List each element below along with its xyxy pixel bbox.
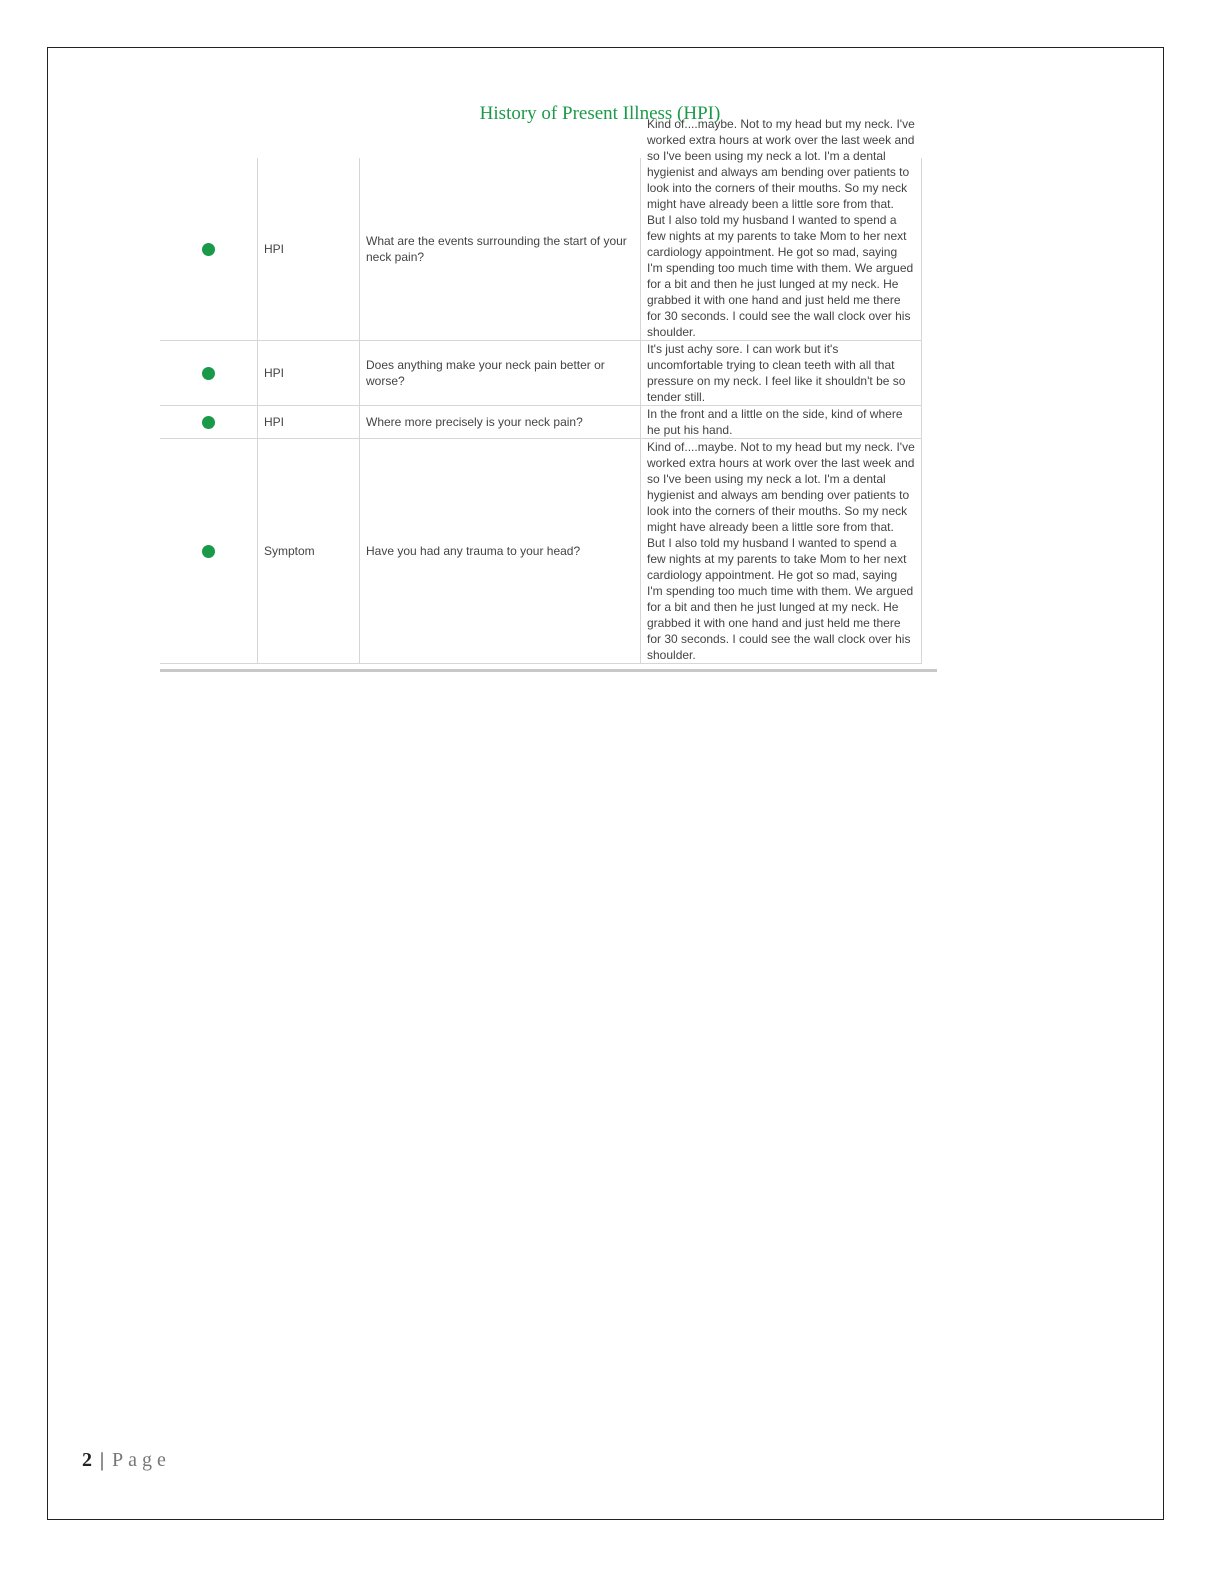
page-footer: [82, 1449, 171, 1472]
answer-cell: [641, 341, 922, 406]
type-cell: Symptom: [258, 439, 360, 664]
footer-separator: |: [100, 1449, 105, 1471]
hpi-table: [160, 117, 922, 664]
type-cell: HPI: [258, 406, 360, 439]
table-row: [160, 158, 922, 341]
answer-clip: [647, 117, 915, 340]
answer-text: Kind of....maybe. Not to my head but my neck. I've worked extra hours at work over the last week and so I've been using my neck a lot. I'm a dental hygienist and always am bending over patients to look into the corners of their mouths. So my neck might have already been a little sore from that. But I also told my husband I wanted to spend a few nights at my parents to take Mom to her next cardiology appointment. He got so mad, saying I'm spending too much time with them. We argued for a bit and then he just lunged at my neck. He grabbed it with one hand and just held me there for 30 seconds. I could see the wall clock over his shoulder.: [647, 440, 915, 662]
green-dot-icon: [202, 545, 215, 558]
type-cell: HPI: [258, 158, 360, 341]
page-label: Page: [112, 1449, 171, 1471]
page-title: History of Present Illness (HPI): [479, 103, 721, 124]
answer-cell: [641, 117, 922, 341]
table-row: [160, 341, 922, 406]
type-cell: HPI: [258, 341, 360, 406]
answer-cell: [641, 406, 922, 439]
question-cell: What are the events surrounding the start of your neck pain?: [360, 158, 641, 341]
answer-text: Kind of....maybe. Not to my head but my neck. I've worked extra hours at work over the last week and so I've been using my neck a lot. I'm a dental hygienist and always am bending over patients to look into the corners of their mouths. So my neck might have already been a little sore from that. But I also told my husband I wanted to spend a few nights at my parents to take Mom to her next cardiology appointment. He got so mad, saying I'm spending too much time with them. We argued for a bit and then he just lunged at my neck. He grabbed it with one hand and just held me there for 30 seconds. I could see the wall clock over his shoulder.: [647, 117, 915, 339]
status-cell: [160, 406, 258, 439]
answer-cell: [641, 439, 922, 664]
answer-text: In the front and a little on the side, kind of where he put his hand.: [647, 407, 903, 437]
question-cell: Have you had any trauma to your head?: [360, 439, 641, 664]
hpi-table-screenshot: [160, 117, 937, 672]
question-cell: Does anything make your neck pain better or worse?: [360, 341, 641, 406]
green-dot-icon: [202, 367, 215, 380]
status-cell: [160, 439, 258, 664]
page-number: 2: [82, 1449, 92, 1471]
table-row: [160, 406, 922, 439]
green-dot-icon: [202, 243, 215, 256]
table-row: [160, 439, 922, 664]
status-cell: [160, 341, 258, 406]
status-cell: [160, 158, 258, 341]
green-dot-icon: [202, 416, 215, 429]
answer-text: It's just achy sore. I can work but it's uncomfortable trying to clean teeth with all that pressure on my neck. I feel like it shouldn't be so tender still.: [647, 342, 906, 404]
question-cell: Where more precisely is your neck pain?: [360, 406, 641, 439]
